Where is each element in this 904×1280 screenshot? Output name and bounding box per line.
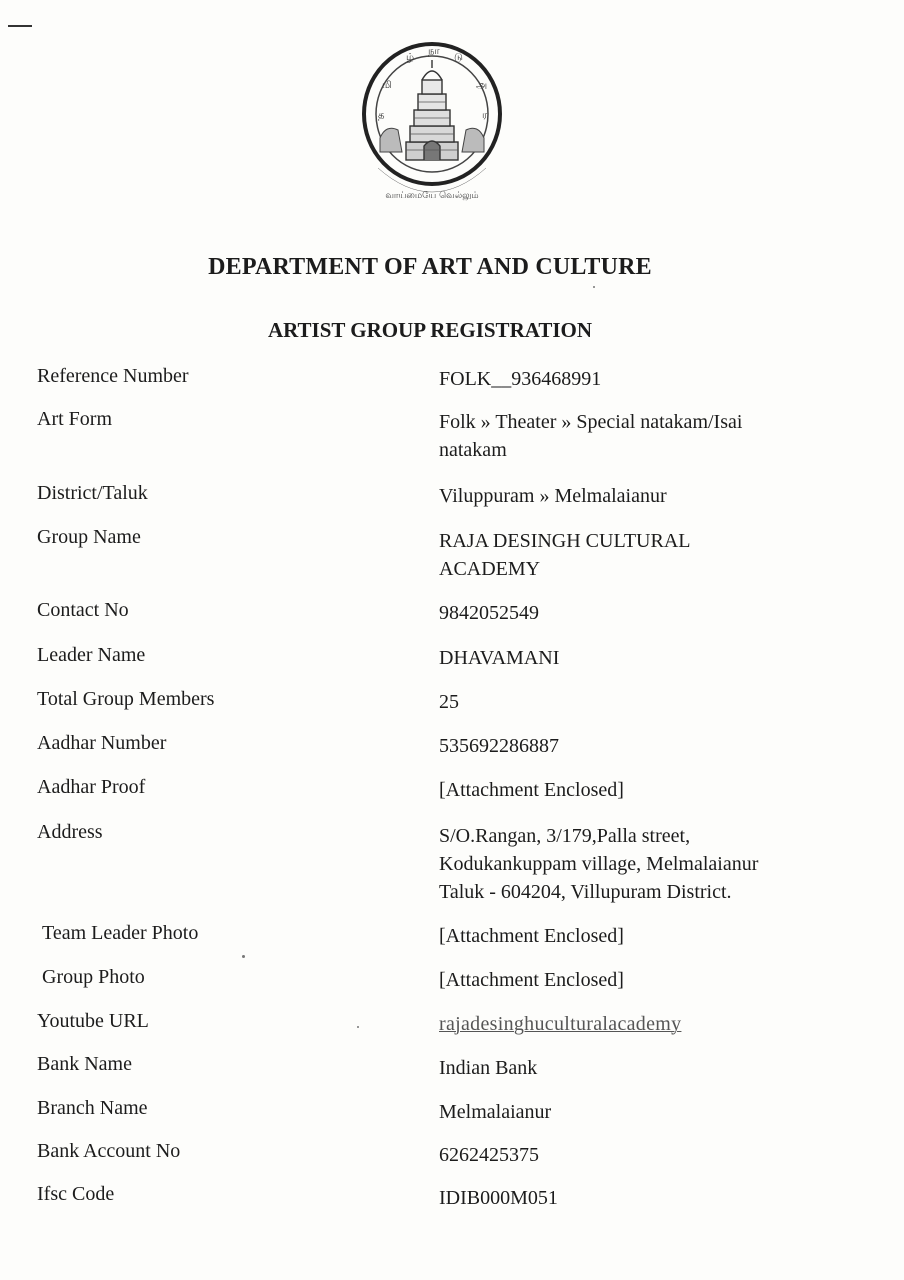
svg-text:அ: அ: [476, 80, 488, 91]
svg-text:ர: ர: [482, 110, 488, 121]
field-value: [Attachment Enclosed]: [439, 779, 624, 801]
field-label: Team Leader Photo: [42, 922, 199, 944]
field-label: Youtube URL: [37, 1010, 149, 1032]
field-value: Viluppuram » Melmalaianur: [439, 485, 667, 507]
field-value: IDIB000M051: [439, 1187, 558, 1209]
field-label: Group Name: [37, 526, 141, 548]
field-value: [Attachment Enclosed]: [439, 925, 624, 947]
field-label: Aadhar Number: [37, 732, 167, 754]
form-title: ARTIST GROUP REGISTRATION: [267, 318, 593, 342]
field-label: Bank Name: [37, 1053, 132, 1075]
scan-speck: [593, 286, 595, 288]
svg-text:நா: நா: [428, 46, 440, 57]
field-value: Indian Bank: [439, 1057, 538, 1079]
field-value: [Attachment Enclosed]: [439, 969, 624, 991]
field-value: Folk » Theater » Special natakam/Isai natakam: [439, 411, 743, 461]
field-label: District/Taluk: [37, 482, 148, 504]
field-value: 9842052549: [439, 602, 539, 624]
field-label: Group Photo: [42, 966, 145, 988]
field-label: Art Form: [37, 408, 112, 430]
svg-text:த: த: [378, 110, 385, 121]
field-label: Aadhar Proof: [37, 776, 146, 798]
department-title: DEPARTMENT OF ART AND CULTURE: [208, 254, 652, 280]
field-value: 535692286887: [439, 735, 559, 757]
youtube-link[interactable]: rajadesinghuculturalacademy: [439, 1013, 682, 1035]
tamil-nadu-emblem-icon: [358, 38, 508, 210]
field-value: DHAVAMANI: [439, 647, 560, 669]
scan-speck: [357, 1026, 359, 1028]
field-label: Reference Number: [37, 365, 189, 387]
svg-text:டு: டு: [454, 52, 463, 63]
field-label: Leader Name: [37, 644, 146, 666]
svg-text:மி: மி: [382, 80, 392, 91]
field-label: Contact No: [37, 599, 129, 621]
field-value: RAJA DESINGH CULTURAL ACADEMY: [439, 530, 690, 580]
field-value: 6262425375: [439, 1144, 539, 1166]
field-label: Ifsc Code: [37, 1183, 115, 1205]
field-value: Melmalaianur: [439, 1101, 552, 1123]
field-value: 25: [439, 691, 459, 713]
field-value: FOLK__936468991: [439, 368, 602, 390]
scan-mark: [8, 25, 32, 27]
svg-text:ழ்: ழ்: [406, 52, 415, 63]
svg-text:வாய்மையே வெல்லும்: வாய்மையே வெல்லும்: [385, 191, 479, 201]
scan-speck: [242, 955, 245, 958]
field-value: S/O.Rangan, 3/179,Palla street, Kodukankuppam village, Melmalaianur Taluk - 604204, Villupuram District.: [439, 825, 759, 903]
field-label: Branch Name: [37, 1097, 148, 1119]
field-label: Total Group Members: [37, 688, 215, 710]
field-label: Bank Account No: [37, 1140, 181, 1162]
field-label: Address: [37, 821, 103, 843]
